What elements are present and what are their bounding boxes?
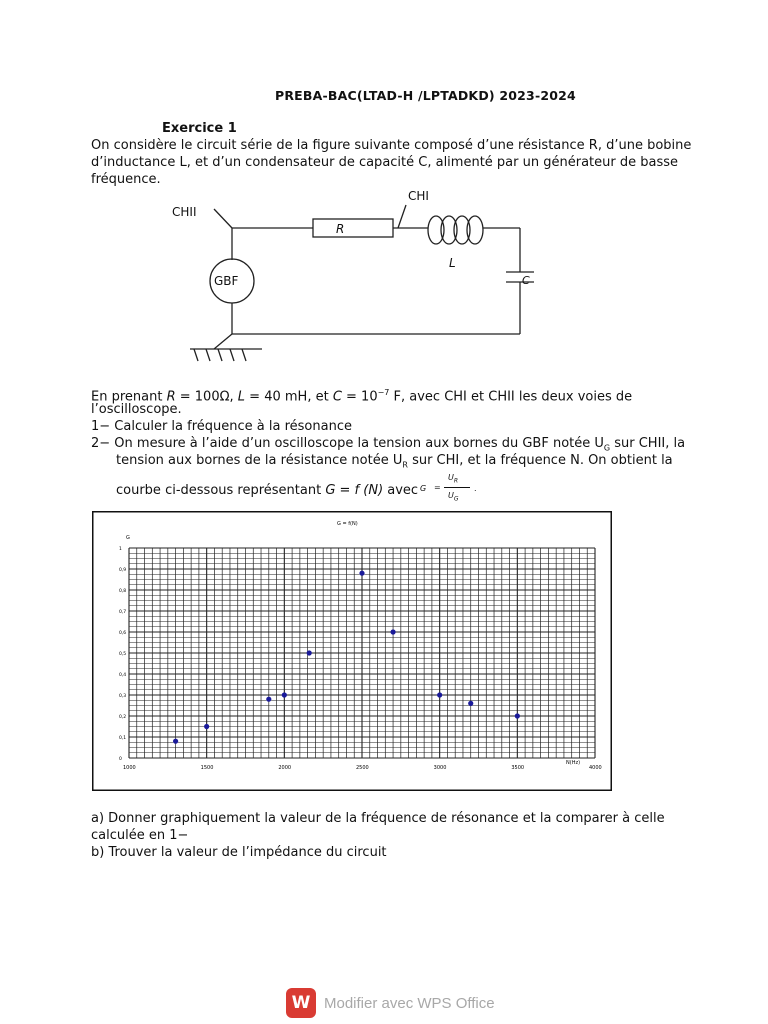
x-tick-label: 3500 — [511, 765, 525, 771]
chi-label: CHI — [408, 189, 429, 203]
page-title: PREBA-BAC(LTAD-H /LPTADKD) 2023-2024 — [275, 88, 576, 103]
inductor-symbol — [428, 216, 483, 244]
chart-ylabel: G — [126, 535, 130, 541]
y-tick-label: 0,2 — [119, 715, 127, 720]
wps-watermark-text: Modifier avec WPS Office — [324, 994, 495, 1012]
question-a-line-2: calculée en 1− — [91, 828, 189, 843]
question-2-line-3: courbe ci-dessous représentant G = f (N) avec — [116, 483, 419, 498]
data-point — [515, 713, 520, 718]
x-tick-label: 2500 — [356, 765, 369, 771]
x-tick-label: 4000 — [589, 765, 602, 771]
ratio-formula: G = $U_R$ $U_G$ . — [420, 473, 477, 503]
gbf-label: GBF — [214, 274, 239, 288]
question-2-line-1: 2− On mesure à l’aide d’un oscilloscope la tension aux bornes du GBF notée $U_G$ sur CHII, la — [91, 436, 686, 453]
resonance-chart — [92, 511, 612, 791]
data-point — [390, 629, 395, 634]
chart-title: G = f(N) — [337, 521, 358, 527]
intro-line-1: On considère le circuit série de la figure suivante composé d’une résistance R, d’une bobine — [91, 138, 692, 153]
given-values-line: En prenant R = 100Ω, L = 40 mH, et $C = 10^{-7}$ F, avec CHI et CHII les deux voies de — [91, 388, 633, 405]
chii-label: CHII — [172, 205, 197, 219]
wps-watermark[interactable] — [286, 988, 495, 1018]
y-tick-label: 0,3 — [119, 694, 127, 699]
data-point — [173, 739, 178, 744]
y-tick-label: 0,9 — [119, 568, 127, 573]
given-values-line-2: l’oscilloscope. — [91, 402, 182, 417]
ground-wire — [214, 334, 232, 349]
chart-xlabel: N(Hz) — [566, 760, 581, 766]
x-tick-label: 1000 — [123, 765, 136, 771]
capacitor-label: C — [522, 274, 530, 287]
wps-logo-icon: W — [286, 988, 316, 1018]
data-point — [359, 571, 364, 576]
intro-line-3: fréquence. — [91, 172, 161, 187]
question-1: 1− Calculer la fréquence à la résonance — [91, 419, 352, 434]
chart-grid — [129, 548, 595, 758]
chii-probe-line — [214, 209, 232, 228]
resistor-label: R — [336, 222, 345, 236]
data-point — [437, 692, 442, 697]
y-tick-label: 0,4 — [119, 673, 127, 678]
y-tick-label: 1 — [119, 547, 122, 552]
x-tick-label: 2000 — [278, 765, 292, 771]
data-point — [266, 697, 271, 702]
chi-probe-line — [398, 205, 406, 228]
data-point — [204, 724, 209, 729]
x-tick-label: 1500 — [200, 765, 214, 771]
data-point — [468, 701, 473, 706]
question-2-line-2: tension aux bornes de la résistance notée $U_R$ sur CHI, et la fréquence N. On obtient la — [116, 453, 673, 470]
y-tick-label: 0 — [119, 757, 122, 762]
question-a-line-1: a) Donner graphiquement la valeur de la fréquence de résonance et la comparer à celle — [91, 811, 665, 826]
inductor-label: L — [449, 256, 456, 270]
y-tick-label: 0,8 — [119, 589, 127, 594]
x-tick-label: 3000 — [433, 765, 447, 771]
ground-hatch-icon — [194, 349, 246, 361]
y-tick-label: 0,6 — [119, 631, 127, 636]
intro-line-2: d’inductance L, et d’un condensateur de capacité C, alimenté par un générateur de basse — [91, 155, 678, 170]
exercise-heading: Exercice 1 — [162, 121, 237, 136]
data-point — [282, 692, 287, 697]
data-point — [307, 650, 312, 655]
y-tick-label: 0,1 — [119, 736, 127, 741]
resistor-symbol — [313, 219, 393, 237]
y-tick-label: 0,7 — [119, 610, 127, 615]
question-b: b) Trouver la valeur de l’impédance du circuit — [91, 845, 387, 860]
y-tick-label: 0,5 — [119, 652, 127, 657]
rlc-circuit-diagram — [150, 185, 570, 375]
